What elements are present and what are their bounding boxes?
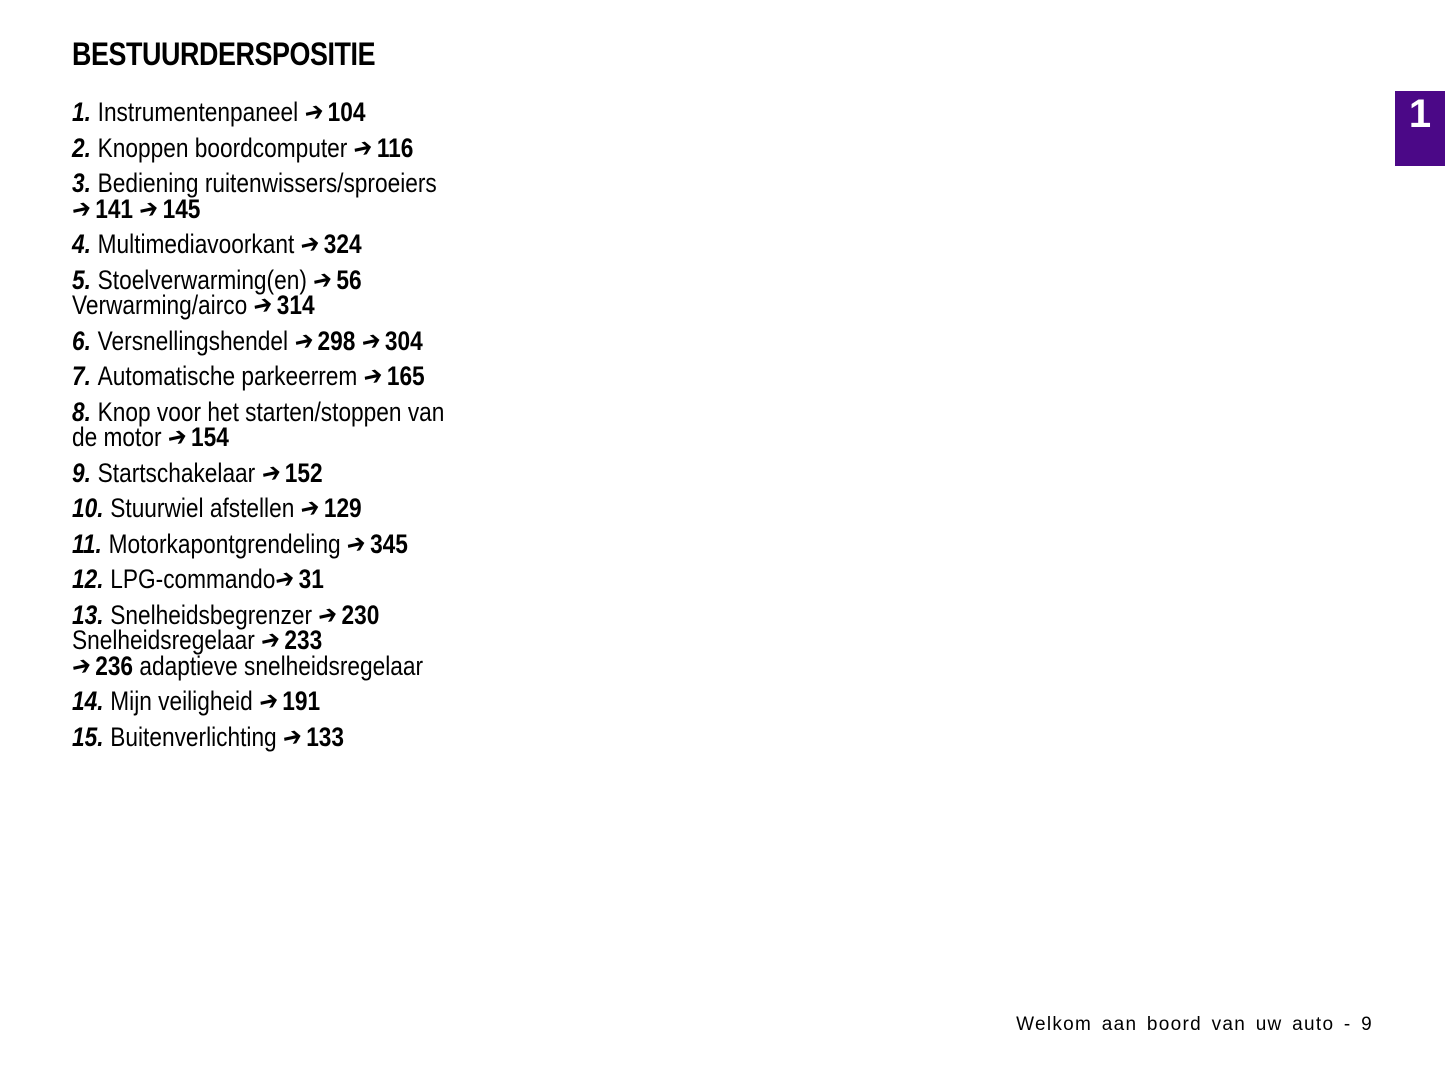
- list-line: [72, 359, 610, 393]
- page-number: 145: [162, 193, 201, 224]
- list-line: [72, 420, 610, 454]
- page-number: 233: [284, 625, 323, 655]
- item-number: 6.: [72, 325, 91, 356]
- page-footer: Welkom aan boord van uw auto - 9: [1016, 1014, 1373, 1035]
- arrow-icon: ➔: [69, 648, 93, 683]
- list-line: [72, 526, 610, 561]
- page-number: 230: [341, 599, 380, 630]
- arrow-icon: ➔: [259, 455, 283, 490]
- item-number: 15.: [72, 721, 104, 752]
- arrow-icon: ➔: [351, 130, 375, 165]
- list-item: [72, 719, 610, 754]
- item-text: Stoelverwarming(en): [97, 264, 314, 295]
- list-item: [69, 597, 610, 683]
- item-text: Knoppen boordcomputer: [97, 132, 354, 163]
- list-item: [72, 323, 610, 358]
- list-item: [72, 684, 610, 718]
- page-ref: [275, 564, 323, 594]
- item-text: Startschakelaar: [97, 457, 262, 488]
- list-item: [72, 455, 610, 490]
- arrow-icon: ➔: [361, 359, 385, 393]
- arrow-icon: ➔: [359, 323, 383, 358]
- page-ref: [69, 648, 134, 683]
- list-line: [72, 684, 610, 718]
- item-text: Motorkapontgrendeling: [108, 528, 347, 559]
- page-number: 116: [376, 132, 414, 163]
- list-item: [72, 359, 610, 393]
- page-number: 314: [276, 290, 315, 320]
- page-number: 152: [284, 457, 323, 488]
- page-ref: [251, 288, 315, 322]
- page-number: 304: [384, 325, 423, 356]
- page-ref: [298, 491, 362, 525]
- arrow-icon: ➔: [280, 719, 304, 754]
- page-number: 154: [191, 422, 229, 452]
- page-ref: [280, 719, 345, 754]
- page-ref: [311, 262, 362, 297]
- list-item: [72, 262, 610, 322]
- page-ref: [292, 323, 356, 358]
- list-line: [69, 191, 610, 226]
- page-ref: [361, 359, 425, 393]
- list-item: [72, 130, 610, 165]
- page-number: 324: [323, 229, 362, 259]
- item-number: 4.: [72, 229, 91, 259]
- item-text: Automatische parkeerrem: [97, 361, 364, 391]
- item-text: Stuurwiel afstellen: [110, 493, 301, 523]
- list-line: [72, 227, 610, 261]
- list-item: [72, 95, 610, 129]
- item-text: Versnellingshendel: [97, 325, 295, 356]
- list-item: [72, 526, 610, 561]
- page-number: 56: [336, 264, 362, 295]
- arrow-icon: ➔: [137, 191, 161, 226]
- page-ref: [344, 526, 408, 561]
- list-line: [72, 719, 610, 754]
- item-text: Buitenverlichting: [110, 721, 283, 752]
- page-ref: [137, 191, 201, 226]
- page-ref: [259, 455, 323, 490]
- item-number: 2.: [72, 132, 91, 163]
- page-number: 345: [370, 528, 408, 559]
- item-text: LPG-commando: [110, 564, 276, 594]
- page-number: 191: [282, 686, 321, 716]
- arrow-icon: ➔: [316, 597, 340, 632]
- page-number: 104: [327, 97, 366, 127]
- arrow-icon: ➔: [256, 684, 280, 718]
- item-number: 11.: [72, 528, 102, 559]
- arrow-icon: ➔: [298, 491, 322, 525]
- page-number: 129: [323, 493, 362, 523]
- page-number: 165: [386, 361, 425, 391]
- page-ref: [351, 130, 414, 165]
- item-text: Snelheidsregelaar: [72, 625, 262, 655]
- item-text: Verwarming/airco: [72, 290, 254, 320]
- item-number: 3.: [72, 168, 91, 198]
- item-text: Mijn veiligheid: [110, 686, 260, 716]
- item-number: 1.: [72, 97, 91, 127]
- list-item: [72, 491, 610, 525]
- item-number: 12.: [72, 564, 104, 594]
- list-line: [69, 648, 610, 683]
- chapter-number: 1: [1408, 92, 1432, 136]
- page-number: 31: [298, 564, 324, 594]
- list-item: [72, 562, 610, 596]
- page-number: 298: [317, 325, 356, 356]
- item-number: 5.: [72, 264, 91, 295]
- page-number: 133: [306, 721, 345, 752]
- page-ref: [256, 684, 321, 718]
- item-number: 10.: [72, 493, 104, 523]
- item-text: Snelheidsbegrenzer: [110, 599, 319, 630]
- arrow-icon: ➔: [251, 288, 275, 322]
- page-ref: [165, 420, 229, 454]
- page-ref: [304, 97, 365, 127]
- arrow-icon: ➔: [258, 623, 283, 657]
- list-line: [72, 491, 610, 525]
- arrow-icon: ➔: [344, 526, 368, 561]
- list-line: [72, 130, 610, 165]
- arrow-icon: ➔: [311, 262, 335, 297]
- page-ref: [359, 323, 423, 358]
- item-text: adaptieve snelheidsregelaar: [133, 650, 424, 681]
- arrow-icon: ➔: [69, 191, 93, 226]
- arrow-icon: ➔: [298, 227, 322, 261]
- arrow-icon: ➔: [292, 323, 316, 358]
- item-text: de motor: [72, 422, 168, 452]
- list-line: [72, 455, 610, 490]
- list-line: [72, 323, 610, 358]
- list-line: [72, 95, 610, 129]
- item-text: Bediening ruitenwissers/sproeiers: [97, 168, 437, 198]
- item-text: Instrumentenpaneel: [97, 97, 305, 127]
- page-ref: [69, 191, 134, 226]
- list-line: [72, 288, 610, 322]
- list-line: [72, 562, 610, 596]
- item-number: 13.: [72, 599, 104, 630]
- page-number: 141: [95, 193, 134, 224]
- item-number: 7.: [72, 361, 91, 391]
- arrow-icon: ➔: [273, 562, 297, 596]
- page-number: 236: [95, 650, 134, 681]
- list-item: [72, 396, 610, 454]
- arrow-icon: ➔: [165, 420, 189, 454]
- item-number: 9.: [72, 457, 91, 488]
- chapter-tab: [1395, 91, 1445, 166]
- page-title: BESTUURDERSPOSITIE: [72, 36, 376, 72]
- item-text: Knop voor het starten/stoppen van: [97, 396, 445, 427]
- driver-position-list: [69, 95, 610, 754]
- page-ref: [298, 227, 362, 261]
- item-number: 14.: [72, 686, 104, 716]
- item-text: Multimediavoorkant: [97, 229, 301, 259]
- item-number: 8.: [72, 396, 91, 427]
- list-item: [69, 168, 610, 226]
- list-item: [72, 227, 610, 261]
- page-ref: [316, 597, 380, 632]
- page-content: [69, 36, 610, 760]
- arrow-icon: ➔: [302, 95, 326, 129]
